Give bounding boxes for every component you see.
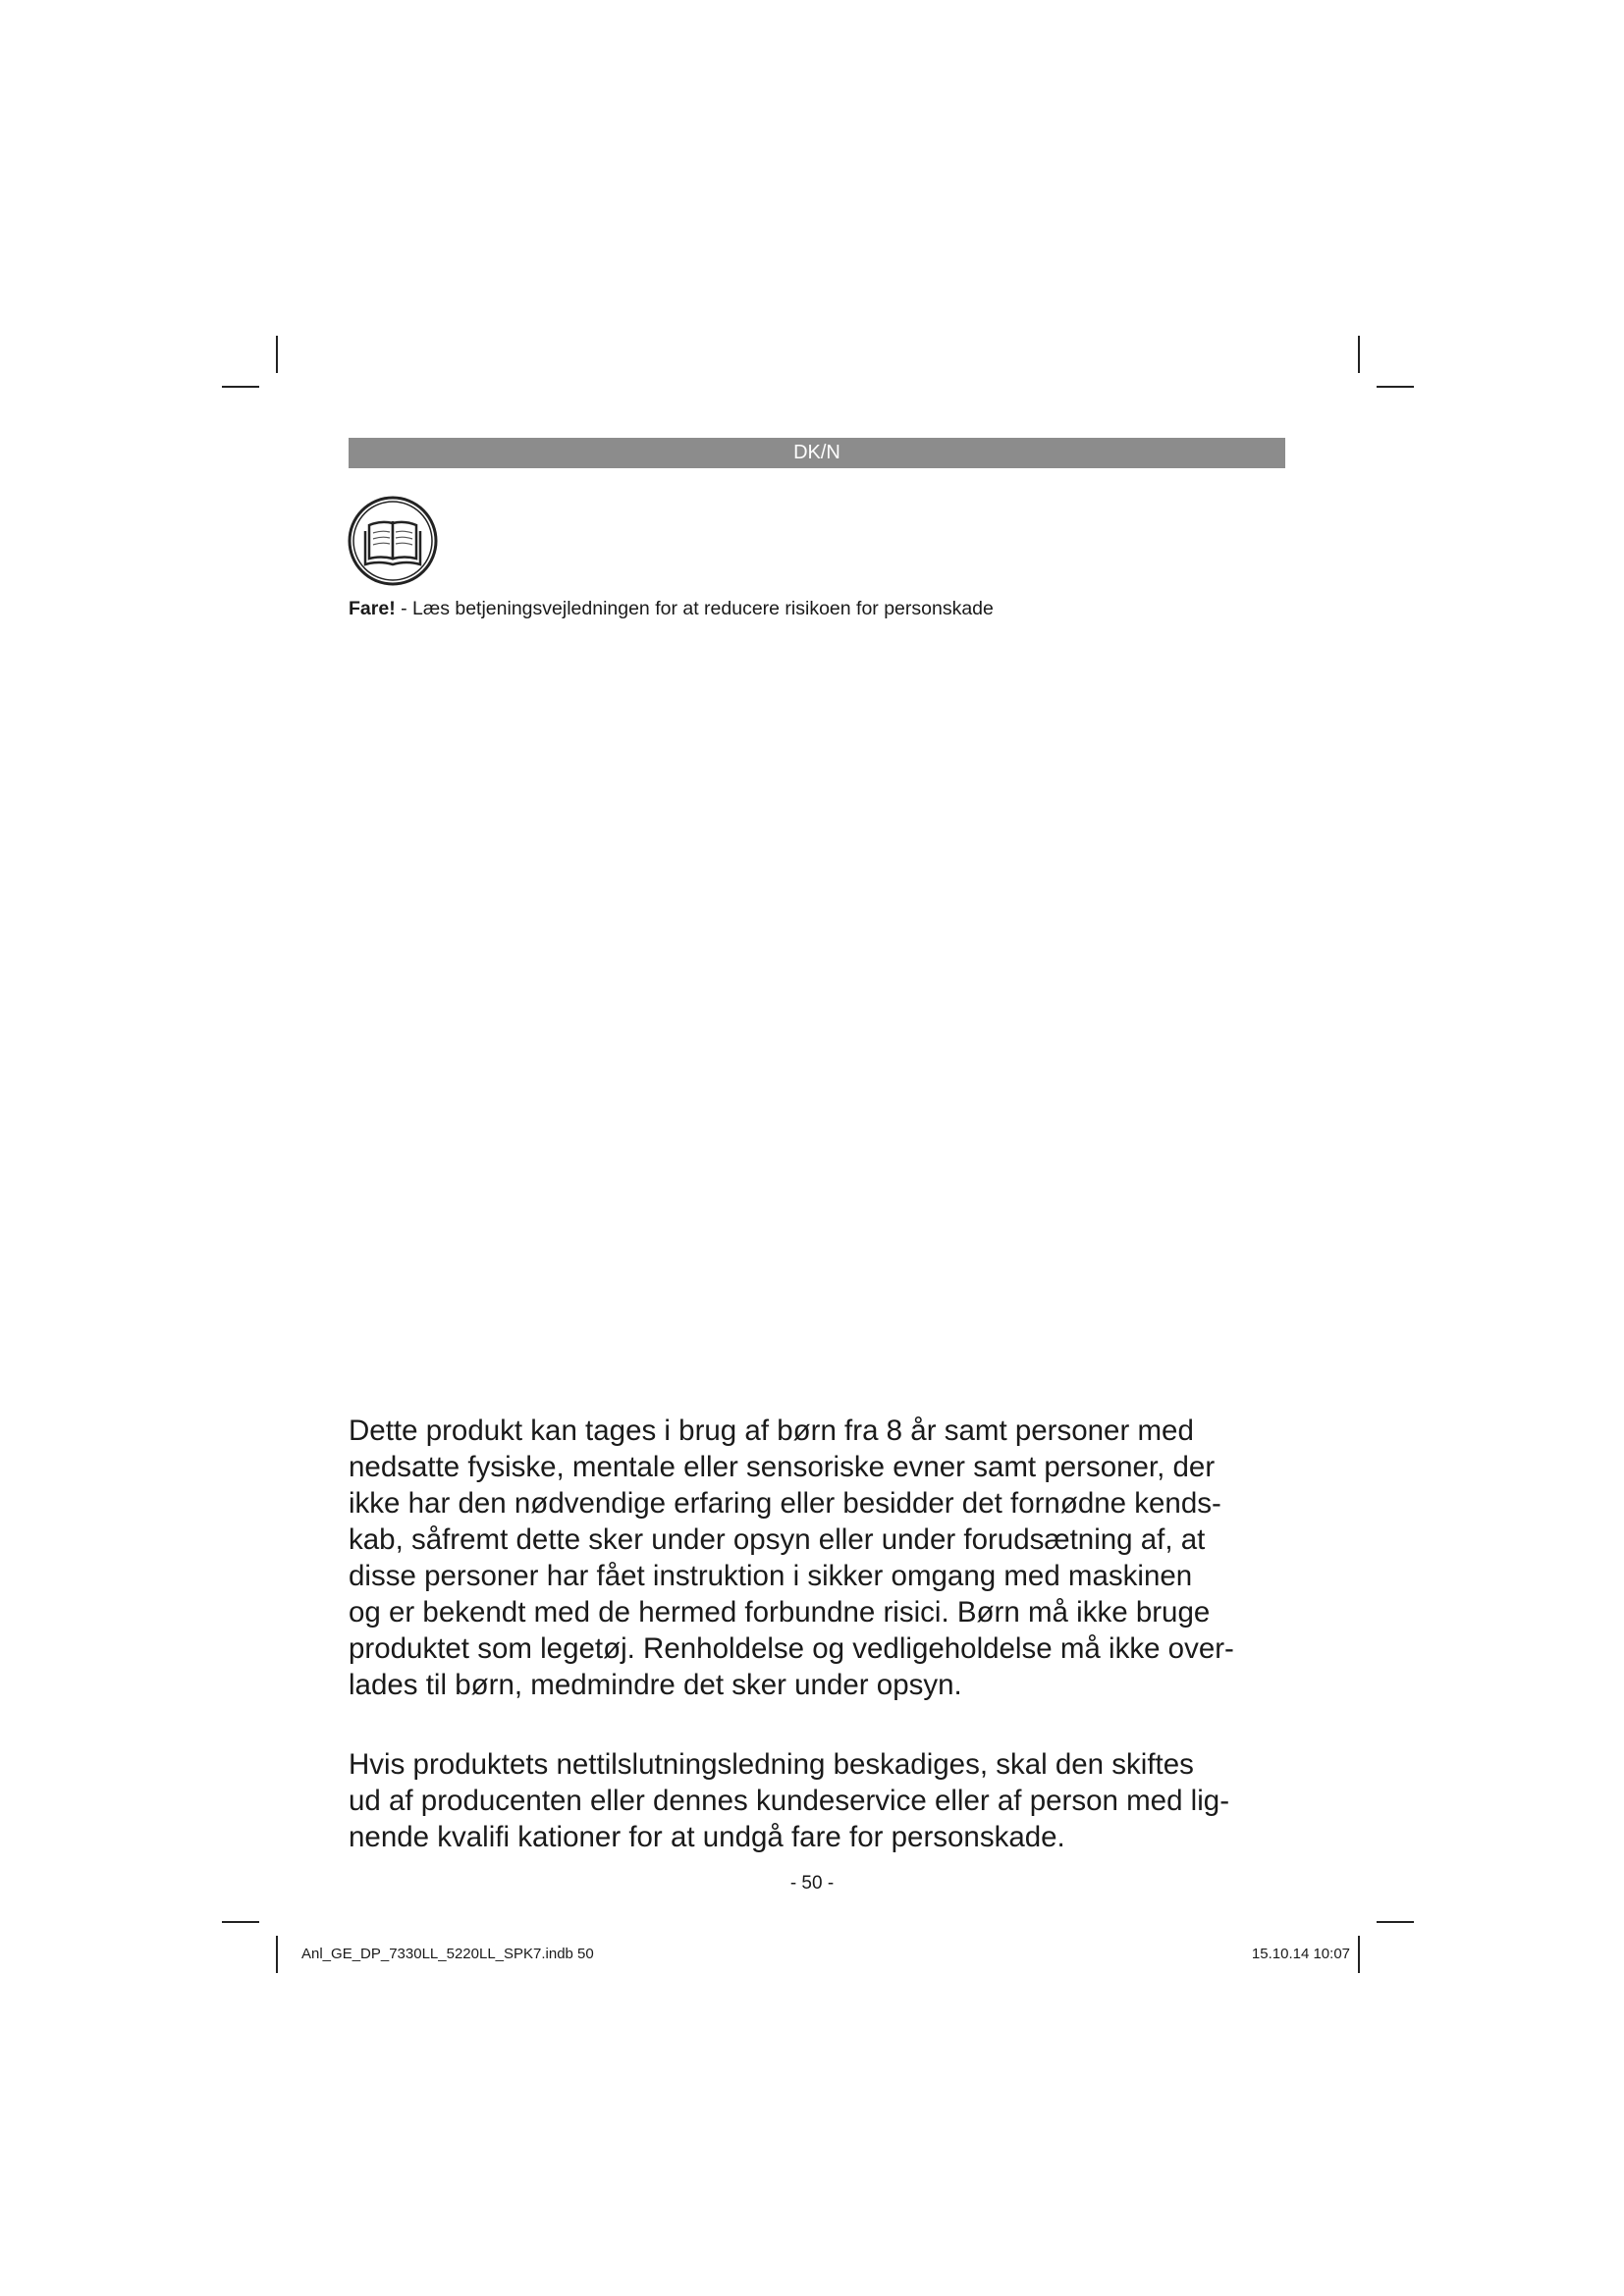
crop-mark-top-right-h xyxy=(1377,386,1414,388)
paragraph-line: disse personer har fået instruktion i sikker omgang med maskinen xyxy=(349,1560,1193,1592)
page-number: - 50 - xyxy=(789,1873,835,1894)
crop-mark-top-left-v xyxy=(276,336,278,373)
children-safety-paragraph xyxy=(349,1413,1291,1703)
crop-mark-top-right-v xyxy=(1358,336,1360,373)
paragraph-line: Dette produkt kan tages i brug af børn fra 8 år samt personer med xyxy=(349,1415,1194,1447)
crop-mark-top-left-h xyxy=(222,386,259,388)
paragraph-line: og er bekendt med de hermed forbundne risici. Børn må ikke bruge xyxy=(349,1596,1211,1629)
crop-mark-bottom-left-v xyxy=(276,1936,278,1973)
read-manual-book-icon xyxy=(348,496,438,586)
crop-mark-bottom-left-h xyxy=(222,1921,259,1923)
read-manual-book-icon-graphic xyxy=(348,496,438,586)
print-slug-file-name: Anl_GE_DP_7330LL_5220LL_SPK7.indb 50 xyxy=(301,1946,594,1962)
paragraph-line: nedsatte fysiske, mentale eller sensoriske evner samt personer, der xyxy=(349,1451,1216,1483)
print-slug-date-time: 15.10.14 10:07 xyxy=(1251,1946,1350,1962)
paragraph-line: ikke har den nødvendige erfaring eller besidder det fornødne kends- xyxy=(349,1487,1221,1520)
language-code: DK/N xyxy=(793,442,840,463)
warning-text: - Læs betjeningsvejledningen for at reducere risikoen for personskade xyxy=(395,598,994,619)
crop-mark-bottom-right-h xyxy=(1377,1921,1414,1923)
warning-notice xyxy=(349,596,994,621)
paragraph-line: Hvis produktets nettilslutningsledning beskadiges, skal den skiftes xyxy=(349,1748,1194,1781)
paragraph-line: kab, såfremt dette sker under opsyn eller under forudsætning af, at xyxy=(349,1523,1206,1556)
paragraph-line: nende kvalifi kationer for at undgå fare for personskade. xyxy=(349,1821,1065,1853)
paragraph-line: produktet som legetøj. Renholdelse og vedligeholdelse må ikke over- xyxy=(349,1632,1234,1665)
warning-label: Fare! xyxy=(349,598,396,619)
paragraph-line: ud af producenten eller dennes kundeservice eller af person med lig- xyxy=(349,1785,1230,1817)
paragraph-line: lades til børn, medmindre det sker under opsyn. xyxy=(349,1669,962,1701)
power-cord-paragraph xyxy=(349,1746,1291,1855)
crop-mark-bottom-right-v xyxy=(1358,1936,1360,1973)
language-header-bar xyxy=(349,438,1285,468)
